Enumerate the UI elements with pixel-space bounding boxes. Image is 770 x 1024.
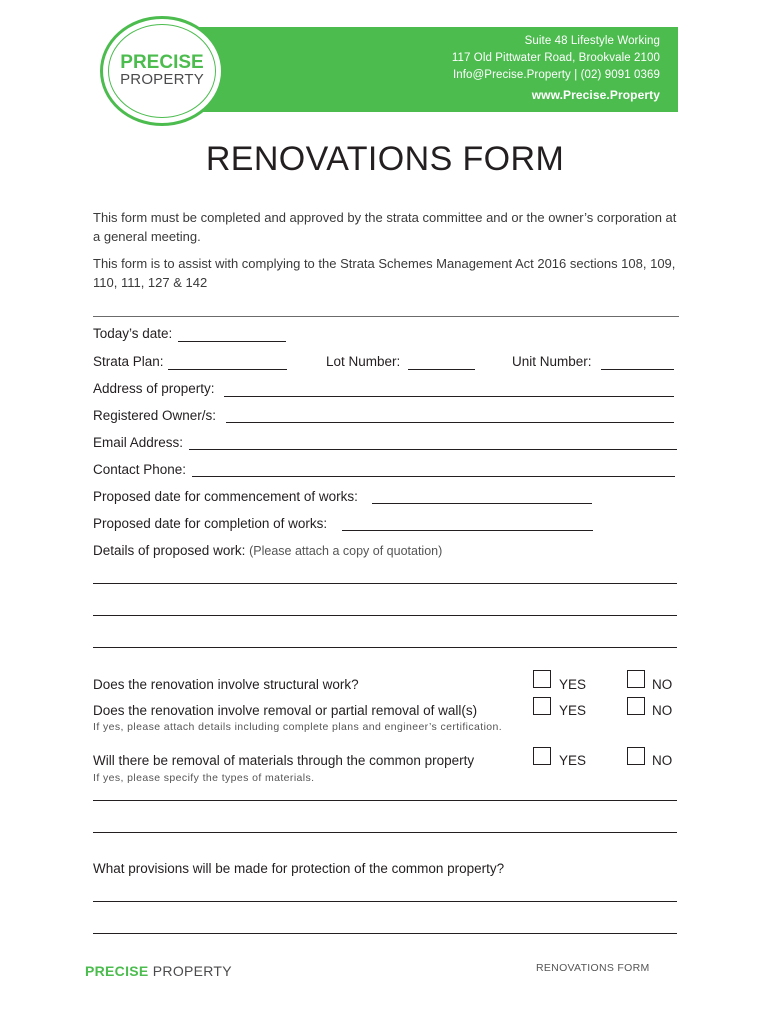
materials-question: Will there be removal of materials through the common property [93, 753, 475, 768]
walls-yes-label: YES [559, 703, 587, 718]
protection-question: What provisions will be made for protection of the common property? [93, 861, 505, 876]
materials-note: If yes, please specify the types of materials. [93, 772, 315, 784]
footer-brand-precise: PRECISE [85, 963, 149, 979]
details-line-2[interactable] [93, 615, 677, 616]
owners-label: Registered Owner/s: [93, 408, 217, 423]
address-line-2: 117 Old Pittwater Road, Brookvale 2100 [451, 52, 660, 64]
intro-paragraph-2: This form is to assist with complying to the Strata Schemes Management Act 2016 sections 108, 109, 110, 111, 127 & 142 [93, 256, 676, 290]
footer-brand [85, 963, 232, 979]
section-divider [93, 316, 679, 317]
walls-no-checkbox[interactable] [627, 697, 645, 715]
structural-no-checkbox[interactable] [627, 670, 645, 688]
phone-label: Contact Phone: [93, 462, 187, 477]
lot-number-label: Lot Number: [326, 354, 401, 369]
strata-plan-field[interactable] [168, 369, 287, 370]
phone-field[interactable] [192, 476, 675, 477]
address-field[interactable] [224, 396, 674, 397]
logo-text-property: PROPERTY [120, 71, 204, 88]
website-link[interactable]: www.Precise.Property [531, 88, 660, 102]
logo-text-precise: PRECISE [120, 52, 204, 73]
intro-paragraph-1: This form must be completed and approved by the strata committee and or the owner’s corporation at a general meeting. [93, 210, 677, 244]
walls-note: If yes, please attach details including complete plans and engineer’s certification. [93, 721, 503, 733]
owners-field[interactable] [226, 422, 674, 423]
unit-number-label: Unit Number: [512, 354, 592, 369]
details-line-3[interactable] [93, 647, 677, 648]
details-line-1[interactable] [93, 583, 677, 584]
header-banner [160, 27, 678, 112]
details-note: (Please attach a copy of quotation) [249, 544, 443, 558]
form-title: RENOVATIONS FORM [205, 140, 565, 178]
materials-yes-label: YES [559, 753, 587, 768]
commencement-field[interactable] [372, 503, 592, 504]
address-label: Address of property: [93, 381, 215, 396]
structural-no-label: NO [652, 677, 673, 692]
footer-form-name: RENOVATIONS FORM [536, 962, 650, 974]
walls-no-label: NO [652, 703, 673, 718]
email-field[interactable] [189, 449, 677, 450]
materials-yes-checkbox[interactable] [533, 747, 551, 765]
materials-line-1[interactable] [93, 800, 677, 801]
lot-number-field[interactable] [408, 369, 475, 370]
footer-brand-property: PROPERTY [152, 963, 232, 979]
contact-line: Info@Precise.Property | (02) 9091 0369 [452, 69, 660, 81]
structural-yes-label: YES [559, 677, 587, 692]
strata-plan-label: Strata Plan: [93, 354, 164, 369]
todays-date-label: Today’s date: [93, 326, 173, 341]
protection-line-2[interactable] [93, 933, 677, 934]
walls-question: Does the renovation involve removal or partial removal of wall(s) [93, 703, 478, 718]
protection-line-1[interactable] [93, 901, 677, 902]
walls-yes-checkbox[interactable] [533, 697, 551, 715]
precise-property-logo [100, 16, 224, 126]
structural-question: Does the renovation involve structural work? [93, 677, 359, 692]
todays-date-field[interactable] [178, 341, 286, 342]
materials-no-checkbox[interactable] [627, 747, 645, 765]
address-line-1: Suite 48 Lifestyle Working [524, 35, 660, 47]
completion-field[interactable] [342, 530, 593, 531]
completion-label: Proposed date for completion of works: [93, 516, 328, 531]
email-label: Email Address: [93, 435, 184, 450]
commencement-label: Proposed date for commencement of works: [93, 489, 358, 504]
details-label-text: Details of proposed work: [93, 543, 246, 558]
materials-line-2[interactable] [93, 832, 677, 833]
structural-yes-checkbox[interactable] [533, 670, 551, 688]
materials-no-label: NO [652, 753, 673, 768]
details-label [93, 543, 442, 558]
unit-number-field[interactable] [601, 369, 674, 370]
